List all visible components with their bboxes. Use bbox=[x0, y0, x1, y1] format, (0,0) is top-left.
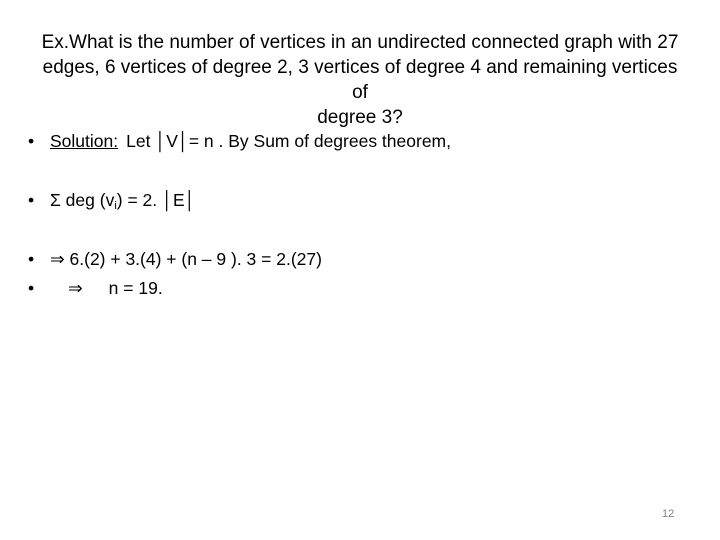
bullet-result bbox=[28, 277, 163, 299]
bullet-marker: • bbox=[28, 278, 35, 298]
solution-label: Solution: bbox=[50, 131, 119, 151]
title-line-1: Ex.What is the number of vertices in an undirected connected graph with 27 bbox=[41, 32, 679, 53]
slide-title bbox=[36, 30, 684, 130]
bullet-solution bbox=[28, 130, 451, 152]
bullet-equation bbox=[28, 248, 322, 270]
equation-text: ⇒ 6.(2) + 3.(4) + (n – 9 ). 3 = 2.(27) bbox=[50, 249, 322, 269]
bullet-marker: • bbox=[28, 249, 35, 269]
degree-sum-suffix: ) = 2. │E│ bbox=[116, 190, 196, 210]
bullet-marker: • bbox=[28, 131, 35, 151]
title-line-3: degree 3? bbox=[317, 107, 403, 128]
page-number: 12 bbox=[662, 508, 675, 520]
result-text: n = 19. bbox=[108, 278, 163, 298]
degree-sum-subscript: i bbox=[114, 200, 117, 212]
degree-sum-prefix: Σ deg (v bbox=[50, 190, 115, 210]
implies-arrow: ⇒ bbox=[68, 278, 83, 298]
bullet-marker: • bbox=[28, 190, 35, 210]
title-line-2: edges, 6 vertices of degree 2, 3 vertices of degree 4 and remaining vertices of bbox=[42, 57, 678, 103]
bullet-degree-sum bbox=[28, 189, 196, 211]
solution-text: Let │V│= n . By Sum of degrees theorem, bbox=[126, 131, 451, 151]
